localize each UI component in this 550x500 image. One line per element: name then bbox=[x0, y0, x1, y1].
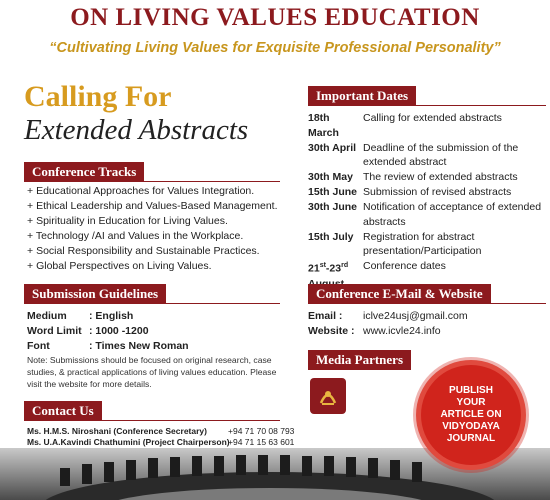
date-row: 18th March Calling for extended abstracts bbox=[308, 112, 502, 139]
contact-person-1: Ms. H.M.S. Niroshani (Conference Secretary) bbox=[27, 426, 207, 436]
call-subheading: Extended Abstracts bbox=[24, 114, 249, 146]
conference-title: ON LIVING VALUES EDUCATION bbox=[70, 4, 480, 31]
email-link[interactable]: iclve24usj@gmail.com bbox=[363, 310, 468, 322]
word-limit-label: Word Limit bbox=[27, 325, 82, 337]
font-label: Font bbox=[27, 340, 50, 352]
guidelines-divider bbox=[24, 303, 280, 304]
partners-heading: Media Partners bbox=[308, 350, 411, 370]
website-label: Website : bbox=[308, 325, 355, 337]
dates-heading: Important Dates bbox=[308, 86, 416, 106]
word-limit-value: : 1000 -1200 bbox=[89, 325, 149, 337]
date-row: 15th June Submission of revised abstracts bbox=[308, 186, 512, 198]
date-row: 15th July Registration for abstract presentation/Participation bbox=[308, 230, 482, 257]
list-item: + Ethical Leadership and Values-Based Management. bbox=[27, 199, 278, 214]
date-row: 30th April Deadline of the submission of the extended abstract bbox=[308, 141, 519, 168]
website-link[interactable]: www.icvle24.info bbox=[363, 325, 441, 337]
list-item: + Technology /AI and Values in the Workplace. bbox=[27, 229, 278, 244]
tracks-list bbox=[27, 184, 278, 274]
contact-divider bbox=[24, 420, 280, 421]
guidelines-grid bbox=[27, 309, 189, 354]
date-row: 21st-23rd Conference dates bbox=[308, 260, 446, 275]
list-item: + Global Perspectives on Living Values. bbox=[27, 259, 278, 274]
call-heading: Calling For bbox=[24, 80, 172, 113]
contact-heading: Contact Us bbox=[24, 401, 102, 421]
email-web-grid bbox=[308, 309, 468, 339]
tracks-divider bbox=[24, 181, 280, 182]
email-web-divider bbox=[308, 303, 546, 304]
contact-phone-1[interactable]: +94 71 70 08 793 bbox=[228, 426, 295, 436]
partner-emblem-icon bbox=[315, 383, 341, 409]
font-value: : Times New Roman bbox=[89, 340, 189, 352]
media-partner-logo bbox=[310, 378, 346, 414]
medium-label: Medium bbox=[27, 310, 67, 322]
medium-value: : English bbox=[89, 310, 134, 322]
tracks-heading: Conference Tracks bbox=[24, 162, 144, 182]
guidelines-heading: Submission Guidelines bbox=[24, 284, 166, 304]
dates-divider bbox=[308, 105, 546, 106]
email-web-heading: Conference E-Mail & Website bbox=[308, 284, 491, 304]
contact-phone-2[interactable]: +94 71 15 63 601 bbox=[228, 437, 295, 447]
guidelines-note: Note: Submissions should be focused on original research, case studies, & practical applications of living values education. Please visit the website for more details. bbox=[27, 355, 277, 389]
list-item: + Social Responsibility and Sustainable Practices. bbox=[27, 244, 278, 259]
date-row: 30th May The review of extended abstracts bbox=[308, 171, 518, 183]
dates-list bbox=[308, 111, 546, 292]
list-item: + Educational Approaches for Values Integration. bbox=[27, 184, 278, 199]
conference-theme: “Cultivating Living Values for Exquisite Professional Personality” bbox=[49, 40, 501, 56]
list-item: + Spirituality in Education for Living Values. bbox=[27, 214, 278, 229]
publish-badge: PUBLISH YOUR ARTICLE ON VIDYODAYA JOURNAL bbox=[421, 365, 521, 465]
date-row: 30th June Notification of acceptance of extended abstracts bbox=[308, 201, 542, 228]
email-label: Email : bbox=[308, 310, 343, 322]
contact-person-2: Ms. U.A.Kavindi Chathumini (Project Chairperson) bbox=[27, 437, 230, 447]
